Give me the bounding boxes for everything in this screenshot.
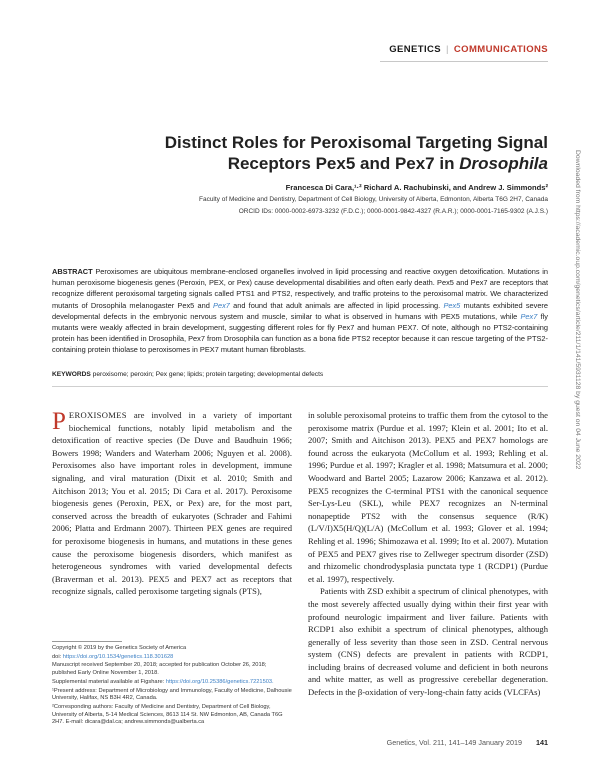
download-notice xyxy=(571,150,581,580)
corresponding-authors: ²Corresponding authors: Faculty of Medicine and Dentistry, Department of Cell Biology, University of Alberta, 5-14 Medical Sciences, 8613 114 St. NW Edmonton, AB, Canada T6G 2H7. E-mail: dicara@dal.ca; andrew.simmonds@ualberta.ca xyxy=(52,703,283,726)
supplemental-line xyxy=(52,679,292,687)
section-name: COMMUNICATIONS xyxy=(453,44,548,55)
abstract-text-2: and found that adult animals are affected in lipid processing. xyxy=(229,300,444,310)
body-column-right xyxy=(308,409,548,699)
supplemental-prefix: Supplemental material available at Figshare: xyxy=(52,678,166,685)
body-column-left xyxy=(52,409,292,598)
doi-line xyxy=(52,654,292,662)
journal-name: GENETICS xyxy=(389,44,442,55)
intro-body: are involved in a variety of important biochemical functions, notably lipid metabolism and the detoxification of reactive species (De Duve and Baudhuin 1966; Bowers 1998; Wanders and Waterham 2006; Nguyen et al. 2008). Peroxisomes also have important roles in development, immune signaling, and viral maturation (Dixit et al. 2010; Smith and Aitchison 2013; You et al. 2015; Di Cara et al. 2017). Peroxisome biogenesis genes (Peroxin, PEX, or Pex) are, for the most part, conserved across the breadth of eukaryotes (Schrader and Fahimi 2006; Platta and Erdmann 2007). Thirteen PEX genes are required for peroxisome biogenesis in humans, and mutations in these genes cause the peroxisome biogenesis disorders, which manifest as heterogeneous syndromes with varied developmental defects (Braverman et al. 2013). PEX5 and PEX7 act as receptors that recognize signals, called peroxisome targeting signals (PTS), xyxy=(52,410,292,597)
abstract-text-1: Peroxisomes are ubiquitous membrane-enclosed organelles involved in lipid processing and reactive oxygen detoxification. Mutations in human peroxisome biogenesis genes (Peroxin, PEX, or Pex) cause developmental disabilities and often early death. Pex5 and Pex7 are receptors that recognize different peroxisomal targeting signals called PTS1 and PTS2, respectively, and traffic proteins to the peroxisomal matrix. We characterized mutants of Drosophila melanogaster Pex5 and xyxy=(52,267,548,310)
page-number: 141 xyxy=(536,738,548,747)
author-list: Francesca Di Cara,¹·² Richard A. Rachubinski, and Andrew J. Simmonds² xyxy=(285,183,548,192)
article-title xyxy=(108,132,548,174)
drop-cap: P xyxy=(52,408,66,435)
header-rule xyxy=(380,61,548,62)
abstract-divider xyxy=(52,386,548,387)
footnotes xyxy=(52,645,292,728)
intro-paragraph xyxy=(52,409,292,598)
footer-citation: Genetics, Vol. 211, 141–149 January 2019 xyxy=(386,738,522,747)
abstract-text-4: fly mutants were weakly affected in brain development, suggesting different roles for fly Pex7 and human PEX7. Of note, although no PTS2-containing protein has been identified in Drosophila, Pex7 from Drosophila can function as a bona fide PTS2 receptor because it can rescue targeting of the PTS2-containing protein thiolase to peroxisomes in PEX7 mutant human fibroblasts. xyxy=(52,311,548,355)
download-notice-text: Downloaded from https://academic.oup.com/genetics/article/211/1/141/5931128 by guest on 04 June 2022 xyxy=(574,150,581,470)
orcid-ids: ORCID IDs: 0000-0002-6973-3232 (F.D.C.); 0000-0001-9842-4327 (R.A.R.); 0000-0001-7165-9302 (A.J.S.) xyxy=(238,208,548,215)
abstract-link-pex7[interactable]: Pex7 xyxy=(213,300,230,310)
keywords xyxy=(52,371,548,378)
title-species: Drosophila xyxy=(459,154,548,173)
doi-prefix: doi: xyxy=(52,653,63,660)
page-footer xyxy=(387,738,548,747)
right-paragraph-2: Patients with ZSD exhibit a spectrum of clinical phenotypes, with the most severely affected usually dying within their first year with profound neurologic impairment and liver failure. Patients with RCDP1 also exhibit a spectrum of clinical phenotypes, although generally of less severity than those seen in ZSD. Central nervous system (CNS) defects are prevalent in patients with RCDP1, including brains of decreased volume and deficient in both neurons and white matter, as well as progressive cerebellar degeneration. Defects in the β-oxidation of very-long-chain fatty acids (VLCFAs) xyxy=(308,586,548,698)
abstract-label: ABSTRACT xyxy=(52,267,93,276)
affiliation: Faculty of Medicine and Dentistry, Department of Cell Biology, University of Alberta, Edmonton, Alberta T6G 2H7, Canada xyxy=(198,196,548,203)
manuscript-dates: Manuscript received September 20, 2018; accepted for publication October 26, 2018; published Early Online November 1, 2018. xyxy=(52,662,267,677)
keywords-label: KEYWORDS xyxy=(52,371,91,378)
abstract-link-pex5[interactable]: Pex5 xyxy=(443,300,461,310)
abstract-link-pex7-2[interactable]: Pex7 xyxy=(520,311,538,321)
footnote-rule xyxy=(52,641,122,642)
abstract-text-3: mutants exhibited severe developmental defects in the embryonic nervous system and muscle, similar to what is observed in humans with PEX5 mutations, while xyxy=(52,300,548,321)
keywords-text: peroxisome; peroxin; Pex gene; lipids; protein targeting; developmental defects xyxy=(90,371,324,378)
present-address: ¹Present address: Department of Microbiology and Immunology, Faculty of Medicine, Dalhousie University, Halifax, NS B3H 4R2, Canada. xyxy=(52,687,292,702)
header-separator: | xyxy=(446,44,449,55)
title-line-2-text: Receptors Pex5 and Pex7 in xyxy=(227,154,460,173)
doi-link[interactable]: https://doi.org/10.1534/genetics.118.301628 xyxy=(62,653,174,660)
title-line-2 xyxy=(108,153,548,174)
abstract xyxy=(52,266,548,356)
supplemental-link[interactable]: https://doi.org/10.25386/genetics.7221503. xyxy=(165,678,274,685)
intro-lead: EROXISOMES xyxy=(68,410,127,420)
title-line-1: Distinct Roles for Peroxisomal Targeting Signal xyxy=(164,133,548,152)
right-paragraph-1: in soluble peroxisomal proteins to traffic them from the cytosol to the peroxisome matrix (Purdue et al. 1997; Klein et al. 2001; Ito et al. 2007; Smith and Aitchison 2013). PEX5 and PEX7 homologs are found across the eukaryota (McCollum et al. 1993; Rehling et al. 1996; Purdue et al. 1997; Kragler et al. 1998; Matsumura et al. 2000; Woodward and Bartel 2005; Lazarow 2006; Kanzawa et al. 2012). PEX5 recognizes the C-terminal PTS1 with the canonical sequence Ser-Lys-Leu (SKL), while PEX7 recognizes an N-terminal nonapeptide PTS2 with the consensus sequence (R/K)(L/V/I)X5(H/Q)(L/A) (McCollum et al. 1993; Glover et al. 1994; Rehling et al. 1996; Shimozawa et al. 1999; Ito et al. 2007). Mutation of PEX5 and PEX7 gives rise to Zellweger spectrum disorder (ZSD) and rhizomelic chondrodysplasia punctata type 1 (RCDP1) (Purdue et al. 1997), respectively. xyxy=(308,410,548,584)
copyright: Copyright © 2019 by the Genetics Society of America xyxy=(52,645,187,651)
journal-header xyxy=(389,44,548,55)
